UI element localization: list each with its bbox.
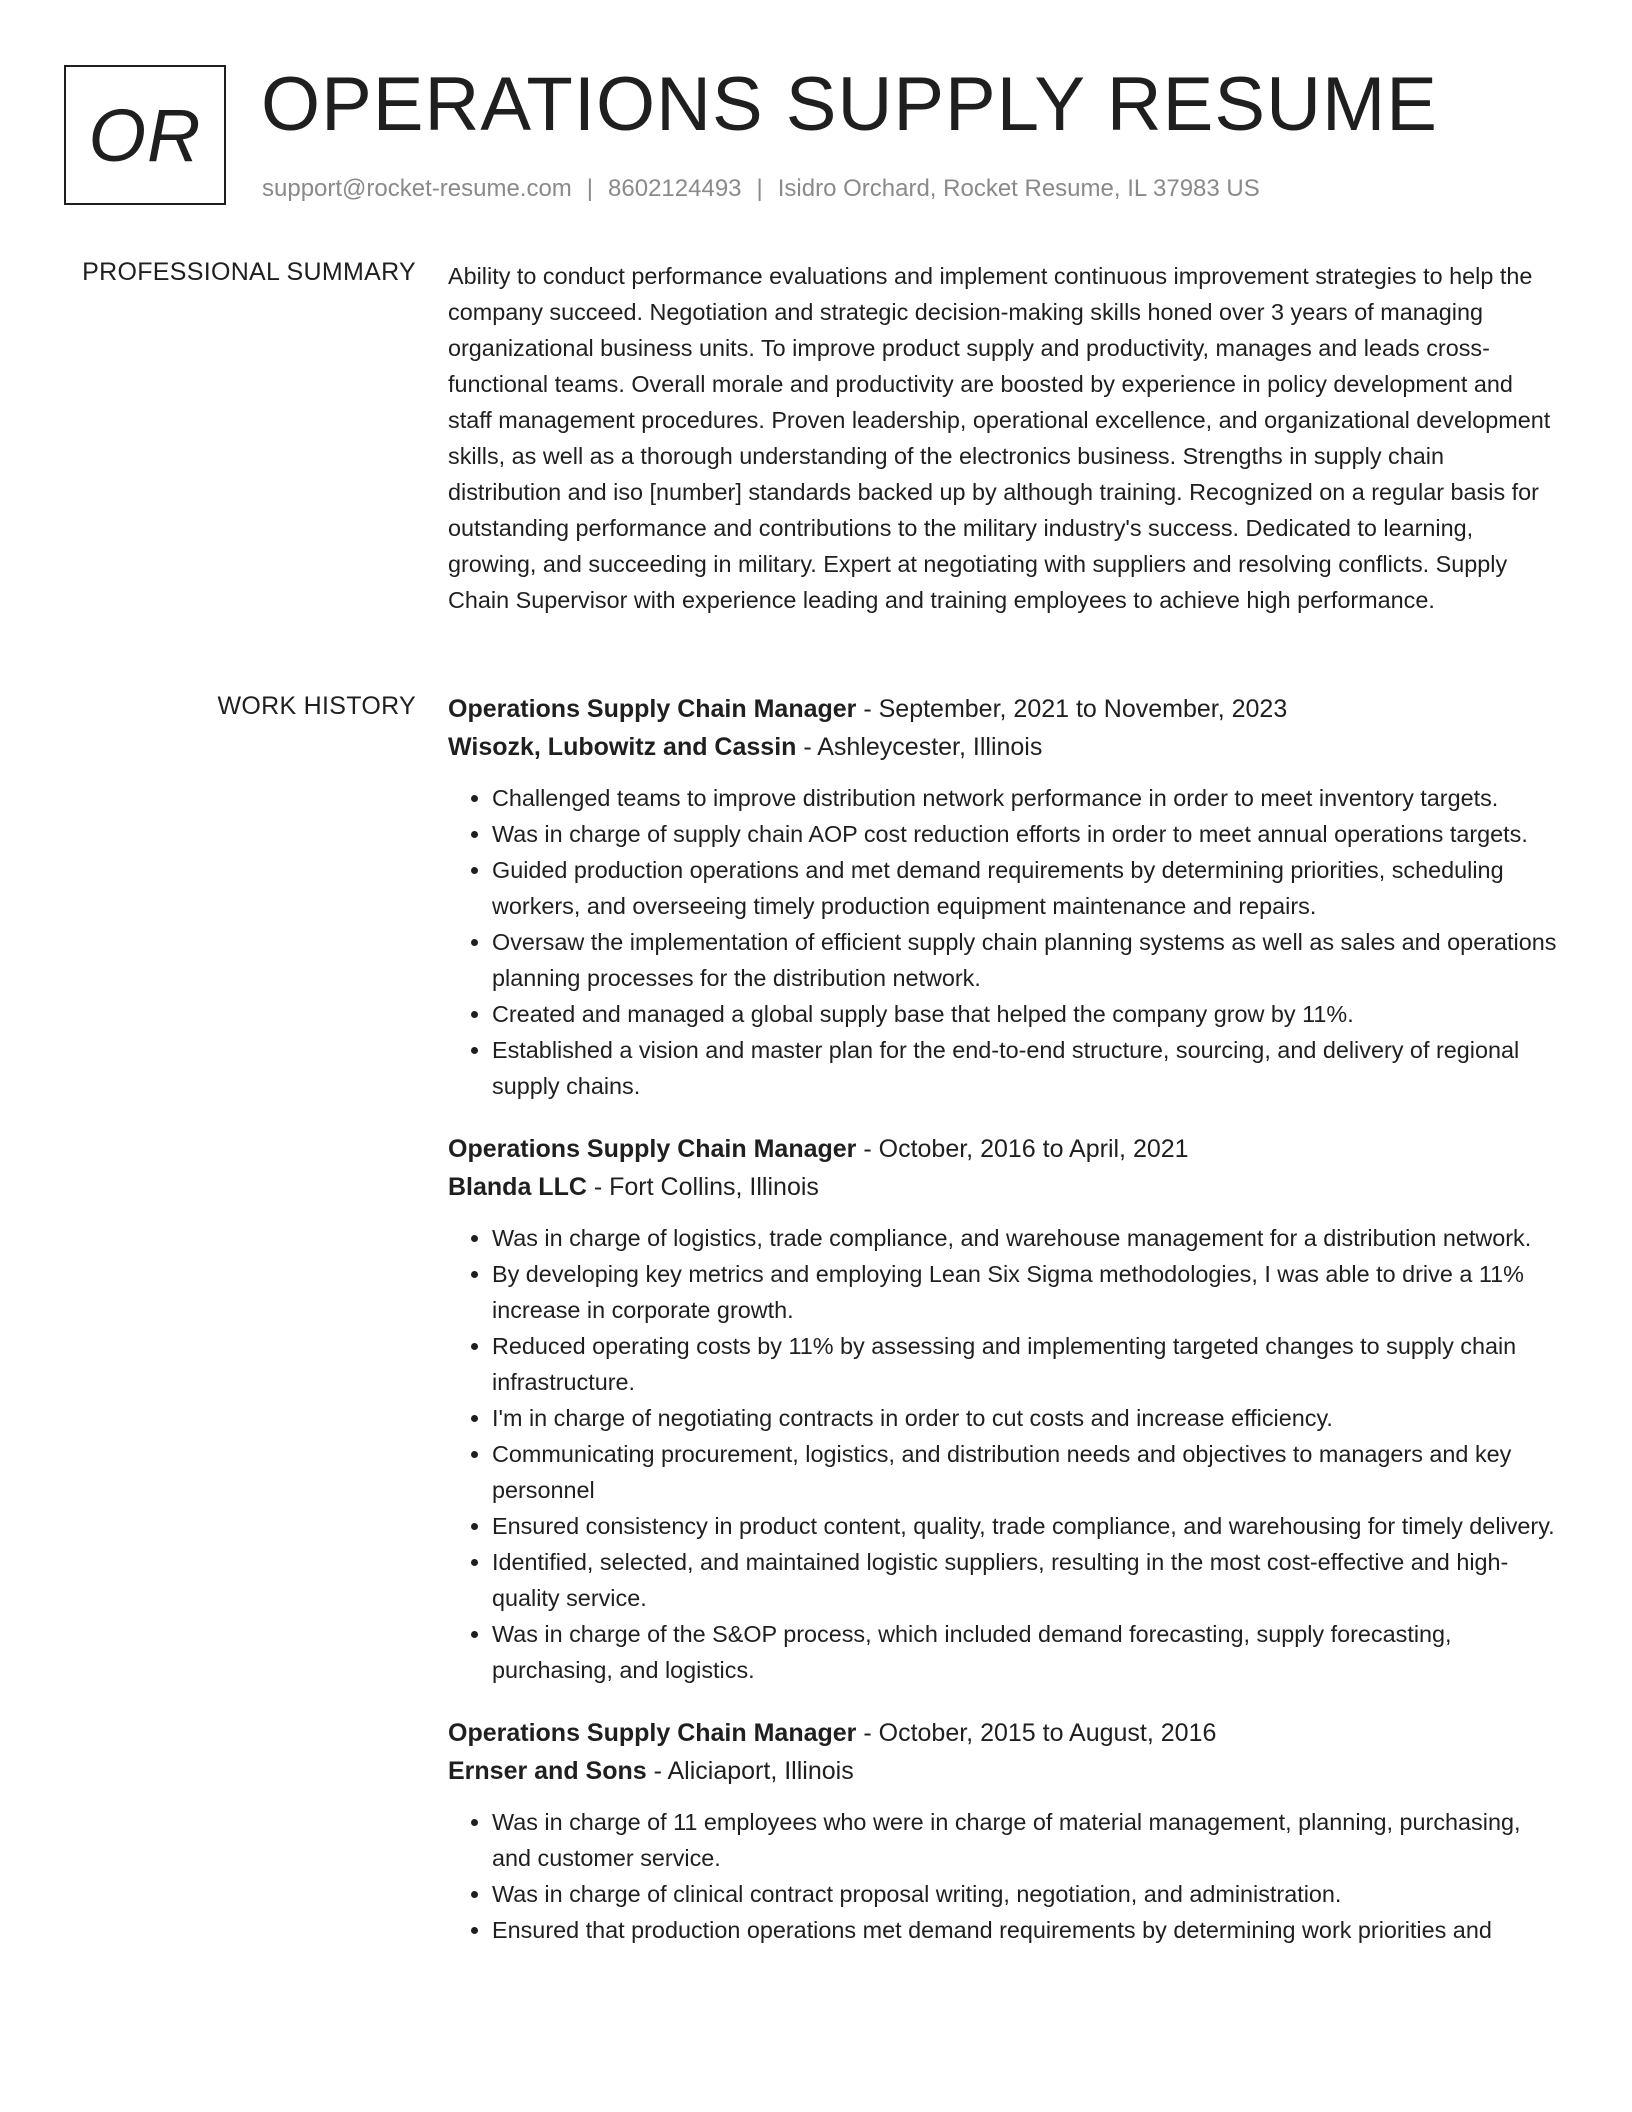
job-bullet: • Was in charge of logistics, trade compliance, and warehouse management for a distribution network. (492, 1220, 1563, 1256)
job-bullet: • Established a vision and master plan for the end-to-end structure, sourcing, and delivery of regional supply chains. (492, 1032, 1563, 1104)
job-bullet: • Was in charge of the S&OP process, which included demand forecasting, supply forecasting, purchasing, and logistics. (492, 1616, 1563, 1688)
job-bullet-list (448, 1220, 1563, 1688)
job-company: Ernser and Sons (448, 1757, 647, 1785)
resume-title: OPERATIONS SUPPLY RESUME (261, 62, 1438, 147)
job-bullet: • Ensured consistency in product content, quality, trade compliance, and warehousing for timely delivery. (492, 1508, 1563, 1544)
job-company: Blanda LLC (448, 1173, 587, 1201)
monogram-initials: OR (88, 93, 202, 177)
work-history-body (448, 690, 1563, 1974)
job-bullet: • Was in charge of 11 employees who were in charge of material management, planning, purchasing, and customer service. (492, 1804, 1563, 1876)
job-entry (448, 690, 1563, 1104)
job-title: Operations Supply Chain Manager (448, 695, 857, 723)
job-bullet: • I'm in charge of negotiating contracts in order to cut costs and increase efficiency. (492, 1400, 1563, 1436)
job-bullet: • Oversaw the implementation of efficient supply chain planning systems as well as sales and operations planning processes for the distribution network. (492, 924, 1563, 996)
job-company-line (448, 1752, 1563, 1790)
job-title: Operations Supply Chain Manager (448, 1135, 857, 1163)
job-bullet: • By developing key metrics and employing Lean Six Sigma methodologies, I was able to drive a 11% increase in corporate growth. (492, 1256, 1563, 1328)
section-label-work-history: WORK HISTORY (217, 692, 416, 720)
job-bullet-list (448, 1804, 1563, 1948)
job-bullet: • Guided production operations and met demand requirements by determining priorities, scheduling workers, and overseeing timely production equipment maintenance and repairs. (492, 852, 1563, 924)
job-title-line (448, 690, 1563, 728)
job-company: Wisozk, Lubowitz and Cassin (448, 733, 797, 761)
job-bullet: • Was in charge of supply chain AOP cost reduction efforts in order to meet annual operations targets. (492, 816, 1563, 852)
contact-email: support@rocket-resume.com (262, 175, 572, 202)
job-bullet: • Created and managed a global supply base that helped the company grow by 11%. (492, 996, 1563, 1032)
job-entry (448, 1130, 1563, 1688)
contact-separator: | (586, 175, 594, 202)
job-bullet: • Identified, selected, and maintained logistic suppliers, resulting in the most cost-effective and high-quality service. (492, 1544, 1563, 1616)
contact-address: Isidro Orchard, Rocket Resume, IL 37983 US (777, 175, 1260, 202)
job-bullet: • Communicating procurement, logistics, and distribution needs and objectives to managers and key personnel (492, 1436, 1563, 1508)
job-title-line (448, 1130, 1563, 1168)
job-dates: - October, 2016 to April, 2021 (856, 1135, 1189, 1163)
job-bullet: • Ensured that production operations met demand requirements by determining work priorities and (492, 1912, 1563, 1948)
summary-body (448, 258, 1563, 618)
contact-separator: | (756, 175, 763, 202)
job-company-line (448, 728, 1563, 766)
summary-text: Ability to conduct performance evaluations and implement continuous improvement strategies to help the company succeed. Negotiation and strategic decision-making skills honed over 3 years of managing organizational business units. To improve product supply and productivity, manages and leads cross-functional teams. Overall morale and productivity are boosted by experience in policy development and staff management procedures. Proven leadership, operational excellence, and organizational development skills, as well as a thorough understanding of the electronics business. Strengths in supply chain distribution and iso [number] standards backed up by although training. Recognized on a regular basis for outstanding performance and contributions to the military industry's success. Dedicated to learning, growing, and succeeding in military. Expert at negotiating with suppliers and resolving conflicts. Supply Chain Supervisor with experience leading and training employees to achieve high performance. (448, 263, 1551, 613)
contact-line (262, 175, 1260, 203)
job-bullet-list (448, 780, 1563, 1104)
job-title: Operations Supply Chain Manager (448, 1719, 857, 1747)
job-location: - Ashleycester, Illinois (796, 733, 1043, 761)
job-bullet: • Was in charge of clinical contract proposal writing, negotiation, and administration. (492, 1876, 1563, 1912)
resume-header (64, 62, 1584, 210)
job-dates: - September, 2021 to November, 2023 (856, 695, 1288, 723)
contact-phone: 8602124493 (608, 175, 742, 202)
monogram-box (64, 65, 226, 205)
job-location: - Aliciaport, Illinois (646, 1757, 854, 1785)
job-dates: - October, 2015 to August, 2016 (856, 1719, 1217, 1747)
job-bullet: • Reduced operating costs by 11% by assessing and implementing targeted changes to supply chain infrastructure. (492, 1328, 1563, 1400)
job-location: - Fort Collins, Illinois (586, 1173, 819, 1201)
job-company-line (448, 1168, 1563, 1206)
job-title-line (448, 1714, 1563, 1752)
job-bullet: • Challenged teams to improve distribution network performance in order to meet inventory targets. (492, 780, 1563, 816)
job-entry (448, 1714, 1563, 1948)
section-label-summary: PROFESSIONAL SUMMARY (82, 258, 416, 286)
